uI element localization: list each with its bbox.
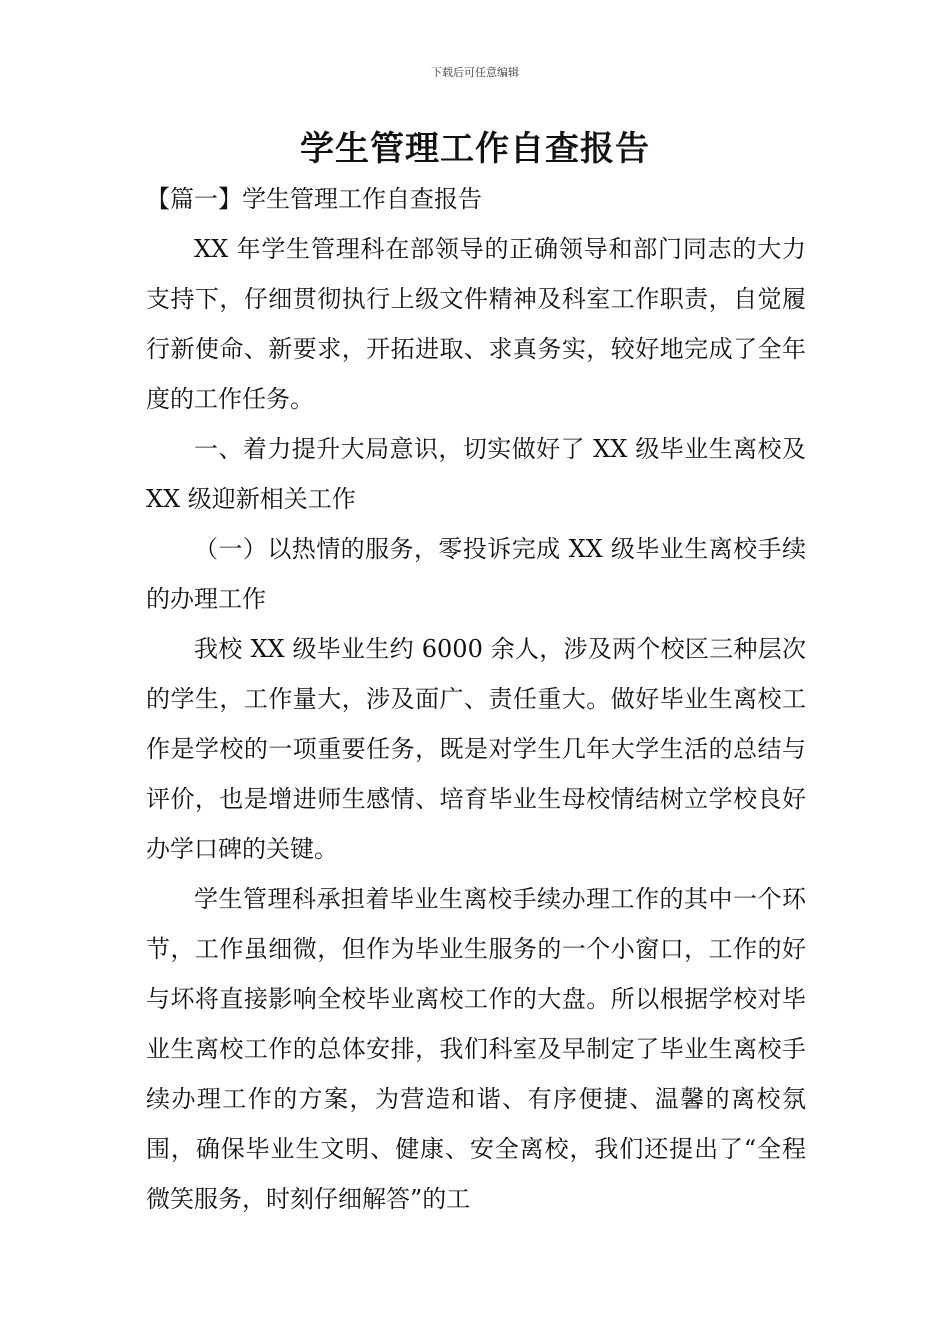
paragraph: 一、着力提升大局意识，切实做好了 XX 级毕业生离校及 XX 级迎新相关工作 bbox=[146, 435, 806, 513]
paragraph: （一）以热情的服务，零投诉完成 XX 级毕业生离校手续的办理工作 bbox=[146, 535, 806, 613]
document-title: 学生管理工作自查报告 bbox=[300, 129, 650, 169]
paragraph: XX 年学生管理科在部领导的正确领导和部门同志的大力支持下，仔细贯彻执行上级文件精神及科室工作职责，自觉履行新使命、新要求，开拓进取、求真务实，较好地完成了全年度的工作任务。 bbox=[146, 235, 806, 413]
section-heading: 【篇一】学生管理工作自查报告 bbox=[146, 185, 482, 213]
paragraph: 学生管理科承担着毕业生离校手续办理工作的其中一个环节，工作虽细微，但作为毕业生服务的一个小窗口，工作的好与坏将直接影响全校毕业离校工作的大盘。所以根据学校对毕业生离校工作的总体安排，我们科室及早制定了毕业生离校手续办理工作的方案，为营造和谐、有序便捷、温馨的离校氛围，确保毕业生文明、健康、安全离校，我们还提出了“全程微笑服务，时刻仔细解答”的工 bbox=[146, 885, 806, 1213]
header-note: 下载后可任意编辑 bbox=[431, 66, 519, 79]
paragraph: 我校 XX 级毕业生约 6000 余人，涉及两个校区三种层次的学生，工作量大，涉及面广、责任重大。做好毕业生离校工作是学校的一项重要任务，既是对学生几年大学生活的总结与评价，也是增进师生感情、培育毕业生母校情结树立学校良好办学口碑的关键。 bbox=[146, 635, 806, 863]
document-body bbox=[146, 174, 806, 1224]
